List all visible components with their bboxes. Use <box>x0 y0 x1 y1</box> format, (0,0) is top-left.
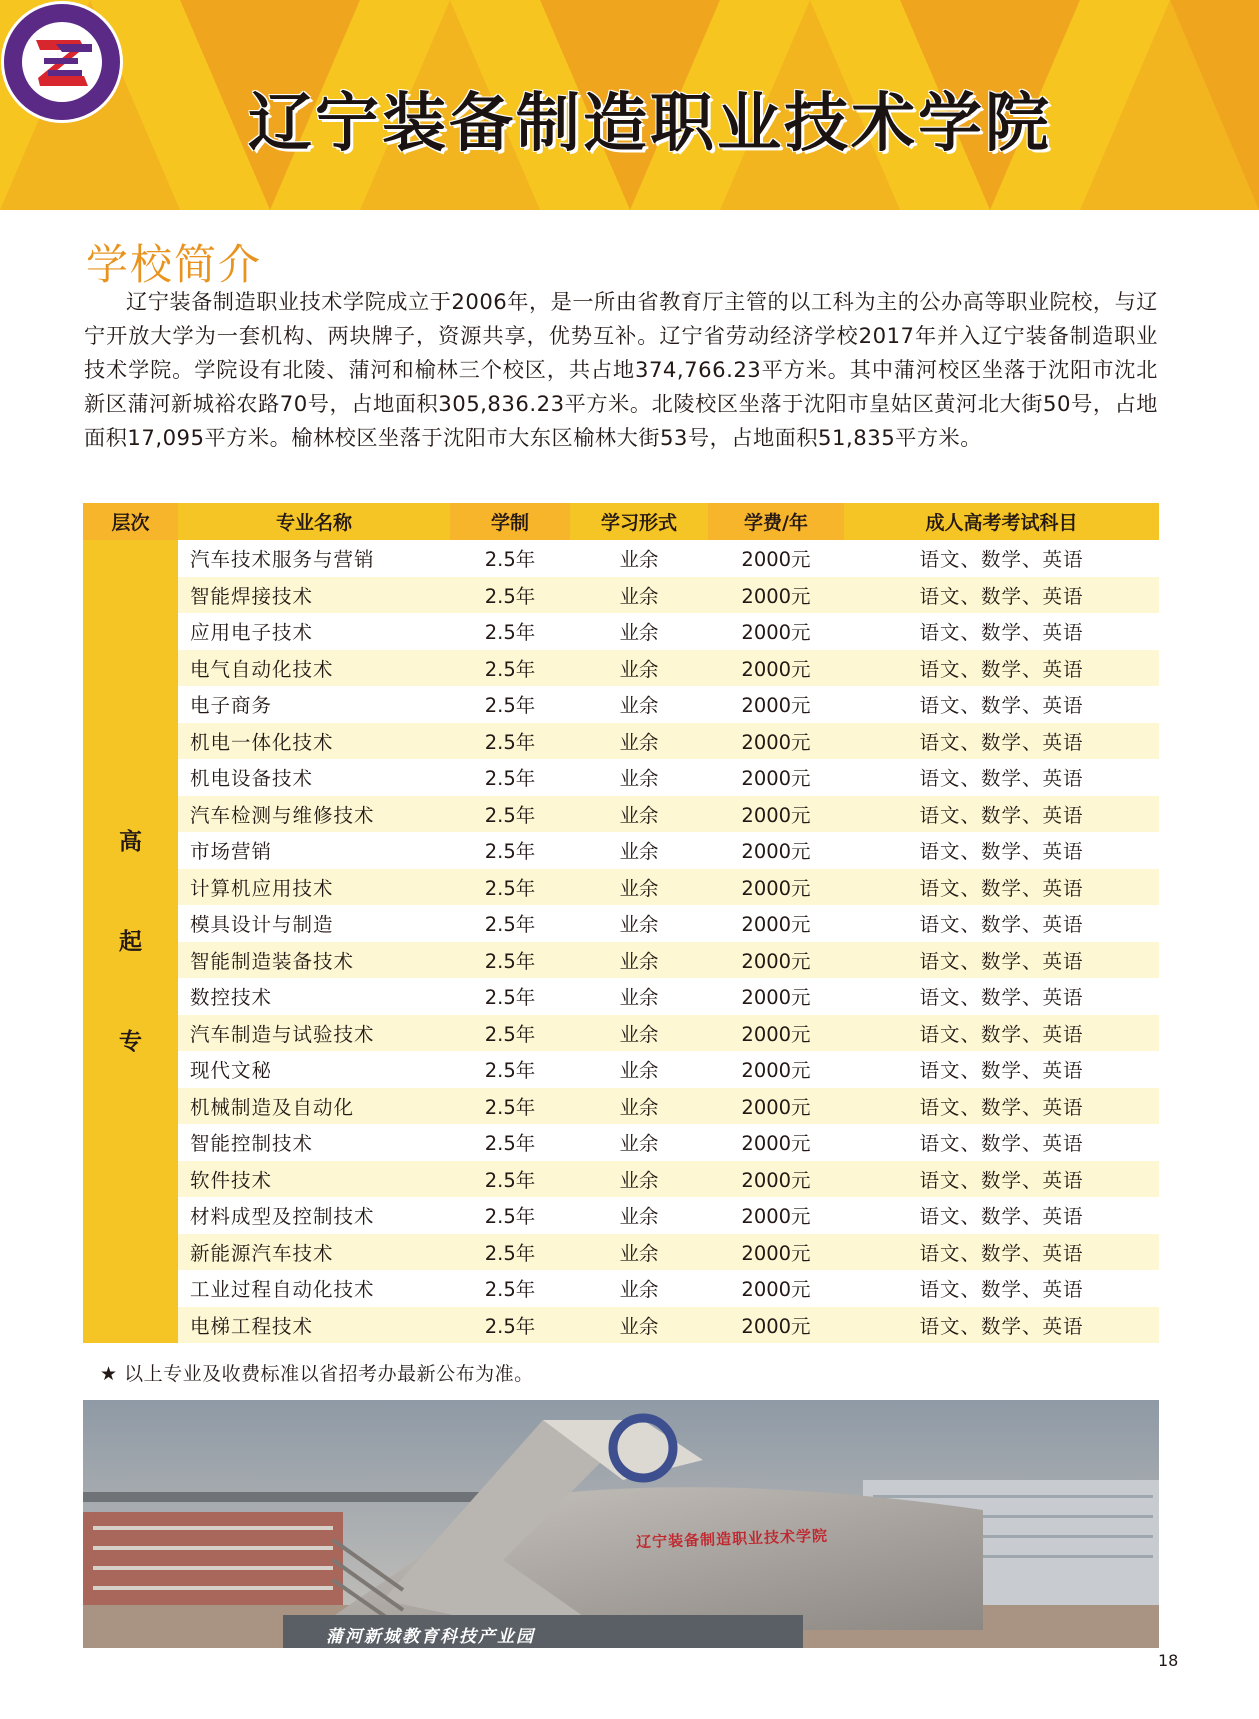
table-row <box>83 978 1159 1015</box>
major-name: 应用电子技术 <box>178 613 450 650</box>
duration: 2.5年 <box>450 723 570 760</box>
duration: 2.5年 <box>450 905 570 942</box>
table-row <box>83 905 1159 942</box>
table-row <box>83 1124 1159 1161</box>
exam-subjects: 语文、数学、英语 <box>844 1161 1159 1198</box>
header-fee: 学费/年 <box>708 503 844 540</box>
duration: 2.5年 <box>450 577 570 614</box>
fee: 2000元 <box>708 723 844 760</box>
table-row <box>83 869 1159 906</box>
major-name: 机电一体化技术 <box>178 723 450 760</box>
table-row <box>83 1197 1159 1234</box>
duration: 2.5年 <box>450 1124 570 1161</box>
study-mode: 业余 <box>570 869 708 906</box>
sculpture-sign-text: 辽宁装备制造职业技术学院 <box>635 1526 829 1552</box>
exam-subjects: 语文、数学、英语 <box>844 1051 1159 1088</box>
fee: 2000元 <box>708 1307 844 1344</box>
header-exam-subjects: 成人高考考试科目 <box>844 503 1159 540</box>
study-mode: 业余 <box>570 978 708 1015</box>
table-row <box>83 686 1159 723</box>
table-row <box>83 1307 1159 1344</box>
duration: 2.5年 <box>450 796 570 833</box>
major-name: 数控技术 <box>178 978 450 1015</box>
fee: 2000元 <box>708 978 844 1015</box>
duration: 2.5年 <box>450 1270 570 1307</box>
table-row <box>83 1088 1159 1125</box>
exam-subjects: 语文、数学、英语 <box>844 1088 1159 1125</box>
table-row <box>83 1015 1159 1052</box>
fee-note: ★ 以上专业及收费标准以省招考办最新公布为准。 <box>100 1363 534 1385</box>
table-row <box>83 1270 1159 1307</box>
fee: 2000元 <box>708 1197 844 1234</box>
exam-subjects: 语文、数学、英语 <box>844 540 1159 577</box>
major-name: 智能控制技术 <box>178 1124 450 1161</box>
table-row <box>83 613 1159 650</box>
level-cell <box>83 540 178 1343</box>
header-banner <box>0 0 1259 210</box>
fee: 2000元 <box>708 1088 844 1125</box>
study-mode: 业余 <box>570 650 708 687</box>
duration: 2.5年 <box>450 1197 570 1234</box>
study-mode: 业余 <box>570 832 708 869</box>
study-mode: 业余 <box>570 1307 708 1344</box>
header-level: 层次 <box>83 503 178 540</box>
duration: 2.5年 <box>450 1307 570 1344</box>
exam-subjects: 语文、数学、英语 <box>844 942 1159 979</box>
exam-subjects: 语文、数学、英语 <box>844 978 1159 1015</box>
header-major-name: 专业名称 <box>178 503 450 540</box>
duration: 2.5年 <box>450 1015 570 1052</box>
duration: 2.5年 <box>450 1088 570 1125</box>
exam-subjects: 语文、数学、英语 <box>844 1307 1159 1344</box>
major-name: 市场营销 <box>178 832 450 869</box>
study-mode: 业余 <box>570 723 708 760</box>
exam-subjects: 语文、数学、英语 <box>844 1124 1159 1161</box>
major-name: 汽车制造与试验技术 <box>178 1015 450 1052</box>
header-duration: 学制 <box>450 503 570 540</box>
exam-subjects: 语文、数学、英语 <box>844 759 1159 796</box>
sculpture-base-text: 蒲河新城教育科技产业园 <box>326 1627 535 1647</box>
table-row <box>83 832 1159 869</box>
table-row <box>83 540 1159 577</box>
study-mode: 业余 <box>570 1124 708 1161</box>
major-name: 计算机应用技术 <box>178 869 450 906</box>
fee: 2000元 <box>708 686 844 723</box>
duration: 2.5年 <box>450 1051 570 1088</box>
exam-subjects: 语文、数学、英语 <box>844 869 1159 906</box>
table-row <box>83 1234 1159 1271</box>
fee: 2000元 <box>708 1015 844 1052</box>
table-header-row <box>83 503 1159 540</box>
study-mode: 业余 <box>570 540 708 577</box>
major-name: 汽车检测与维修技术 <box>178 796 450 833</box>
major-name: 机电设备技术 <box>178 759 450 796</box>
college-title: 辽宁装备制造职业技术学院 <box>248 87 1052 161</box>
fee: 2000元 <box>708 1234 844 1271</box>
fee: 2000元 <box>708 832 844 869</box>
exam-subjects: 语文、数学、英语 <box>844 1015 1159 1052</box>
duration: 2.5年 <box>450 686 570 723</box>
study-mode: 业余 <box>570 796 708 833</box>
major-name: 电梯工程技术 <box>178 1307 450 1344</box>
major-name: 软件技术 <box>178 1161 450 1198</box>
duration: 2.5年 <box>450 540 570 577</box>
duration: 2.5年 <box>450 1234 570 1271</box>
table-body <box>83 540 1159 1343</box>
study-mode: 业余 <box>570 1015 708 1052</box>
table-row <box>83 577 1159 614</box>
exam-subjects: 语文、数学、英语 <box>844 1197 1159 1234</box>
exam-subjects: 语文、数学、英语 <box>844 613 1159 650</box>
major-name: 汽车技术服务与营销 <box>178 540 450 577</box>
fee: 2000元 <box>708 613 844 650</box>
major-name: 智能焊接技术 <box>178 577 450 614</box>
study-mode: 业余 <box>570 1197 708 1234</box>
major-name: 智能制造装备技术 <box>178 942 450 979</box>
duration: 2.5年 <box>450 978 570 1015</box>
fee: 2000元 <box>708 1270 844 1307</box>
study-mode: 业余 <box>570 686 708 723</box>
table-row <box>83 723 1159 760</box>
fee: 2000元 <box>708 869 844 906</box>
study-mode: 业余 <box>570 577 708 614</box>
fee: 2000元 <box>708 942 844 979</box>
exam-subjects: 语文、数学、英语 <box>844 832 1159 869</box>
duration: 2.5年 <box>450 613 570 650</box>
major-name: 现代文秘 <box>178 1051 450 1088</box>
study-mode: 业余 <box>570 613 708 650</box>
major-name: 工业过程自动化技术 <box>178 1270 450 1307</box>
duration: 2.5年 <box>450 869 570 906</box>
page-number: 18 <box>1158 1651 1179 1670</box>
campus-photo <box>83 1400 1159 1648</box>
exam-subjects: 语文、数学、英语 <box>844 905 1159 942</box>
campus-sculpture-image <box>83 1400 1159 1648</box>
table-row <box>83 942 1159 979</box>
level-char: 专 <box>119 1027 142 1055</box>
study-mode: 业余 <box>570 1051 708 1088</box>
major-name: 电子商务 <box>178 686 450 723</box>
study-mode: 业余 <box>570 905 708 942</box>
study-mode: 业余 <box>570 942 708 979</box>
major-name: 材料成型及控制技术 <box>178 1197 450 1234</box>
fee: 2000元 <box>708 577 844 614</box>
major-name: 电气自动化技术 <box>178 650 450 687</box>
fee: 2000元 <box>708 759 844 796</box>
fee: 2000元 <box>708 650 844 687</box>
major-name: 模具设计与制造 <box>178 905 450 942</box>
level-char: 高 <box>119 827 142 855</box>
duration: 2.5年 <box>450 1161 570 1198</box>
duration: 2.5年 <box>450 759 570 796</box>
exam-subjects: 语文、数学、英语 <box>844 1234 1159 1271</box>
table-row <box>83 650 1159 687</box>
intro-paragraph: 辽宁装备制造职业技术学院成立于2006年，是一所由省教育厅主管的以工科为主的公办高等职业院校，与辽宁开放大学为一套机构、两块牌子，资源共享，优势互补。辽宁省劳动经济学校2017年并入辽宁装备制造职业技术学院。学院设有北陵、蒲河和榆林三个校区，共占地374,766.23平方米。其中蒲河校区坐落于沈阳市沈北新区蒲河新城裕农路70号，占地面积305,836.23平方米。北陵校区坐落于沈阳市皇姑区黄河北大街50号，占地面积17,095平方米。榆林校区坐落于沈阳市大东区榆林大街53号，占地面积51,835平方米。 <box>84 289 1158 450</box>
study-mode: 业余 <box>570 1234 708 1271</box>
fee: 2000元 <box>708 1051 844 1088</box>
section-heading: 学校简介 <box>86 240 263 289</box>
fee: 2000元 <box>708 905 844 942</box>
table-row <box>83 759 1159 796</box>
major-name: 新能源汽车技术 <box>178 1234 450 1271</box>
table-row <box>83 796 1159 833</box>
fee: 2000元 <box>708 1161 844 1198</box>
exam-subjects: 语文、数学、英语 <box>844 686 1159 723</box>
fee: 2000元 <box>708 540 844 577</box>
exam-subjects: 语文、数学、英语 <box>844 577 1159 614</box>
study-mode: 业余 <box>570 1161 708 1198</box>
exam-subjects: 语文、数学、英语 <box>844 723 1159 760</box>
study-mode: 业余 <box>570 1088 708 1125</box>
duration: 2.5年 <box>450 650 570 687</box>
fee: 2000元 <box>708 796 844 833</box>
exam-subjects: 语文、数学、英语 <box>844 650 1159 687</box>
study-mode: 业余 <box>570 759 708 796</box>
table-row <box>83 1051 1159 1088</box>
exam-subjects: 语文、数学、英语 <box>844 1270 1159 1307</box>
major-name: 机械制造及自动化 <box>178 1088 450 1125</box>
college-logo <box>0 0 124 124</box>
fee: 2000元 <box>708 1124 844 1161</box>
table-row <box>83 1161 1159 1198</box>
duration: 2.5年 <box>450 832 570 869</box>
duration: 2.5年 <box>450 942 570 979</box>
majors-table <box>83 503 1159 1343</box>
study-mode: 业余 <box>570 1270 708 1307</box>
header-study-mode: 学习形式 <box>570 503 708 540</box>
level-char: 起 <box>119 927 142 955</box>
exam-subjects: 语文、数学、英语 <box>844 796 1159 833</box>
